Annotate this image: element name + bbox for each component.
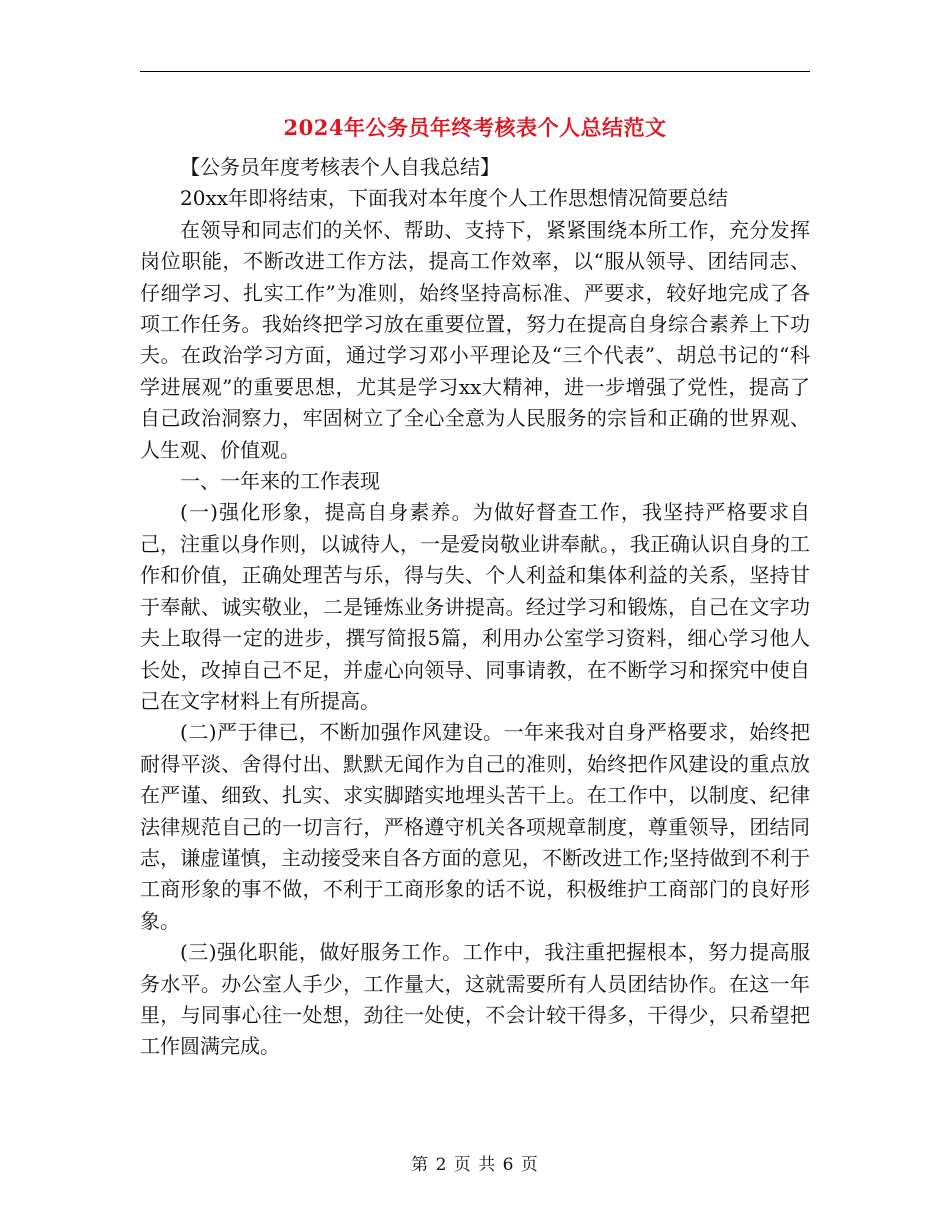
document-body [140,152,810,1063]
paragraph-heading-work-performance: 一、一年来的工作表现 [180,469,380,494]
paragraph-overview: 在领导和同志们的关怀、帮助、支持下，紧紧围绕本所工作，充分发挥岗位职能，不断改进工作方法，提高工作效率，以“服从领导、团结同志、仔细学习、扎实工作”为准则，始终坚持高标准、严要求，较好地完成了各项工作任务。我始终把学习放在重要位置，努力在提高自身综合素养上下功夫。在政治学习方面，通过学习邓小平理论及“三个代表”、胡总书记的“科学进展观”的重要思想，尤其是学习xx大精神，进一步增强了党性，提高了自己政治洞察力，牢固树立了全心全意为人民服务的宗旨和正确的世界观、人生观、价值观。 [140,217,810,462]
paragraph-item-2: (二)严于律已，不断加强作风建设。一年来我对自身严格要求，始终把耐得平淡、舍得付出、默默无闻作为自己的准则，始终把作风建设的重点放在严谨、细致、扎实、求实脚踏实地埋头苦干上。在工作中，以制度、纪律法律规范自己的一切言行，严格遵守机关各项规章制度，尊重领导，团结同志，谦虚谨慎，主动接受来自各方面的意见，不断改进工作;坚持做到不利于工商形象的事不做，不利于工商形象的话不说，积极维护工商部门的良好形象。 [140,720,810,933]
paragraph-section-heading: 【公务员年度考核表个人自我总结】 [180,155,500,179]
paragraph-item-1: (一)强化形象，提高自身素养。为做好督查工作，我坚持严格要求自己，注重以身作则，以诚待人，一是爱岗敬业讲奉献。，我正确认识自身的工作和价值，正确处理苦与乐，得与失、个人利益和集体利益的关系，坚持甘于奉献、诚实敬业，二是锤炼业务讲提高。经过学习和锻炼，自己在文字功夫上取得一定的进步，撰写简报5篇，利用办公室学习资料，细心学习他人长处，改掉自己不足，并虚心向领导、同事请教，在不断学习和探究中使自己在文字材料上有所提高。 [140,500,810,713]
paragraph-item-3: (三)强化职能，做好服务工作。工作中，我注重把握根本，努力提高服务水平。办公室人手少，工作量大，这就需要所有人员团结协作。在这一年里，与同事心往一处想，劲往一处使，不会计较干得多，干得少，只希望把工作圆满完成。 [140,940,810,1059]
document-title: 2024年公务员年终考核表个人总结范文 [283,115,667,140]
header-rule [140,71,810,72]
paragraph-intro: 20xx年即将结束，下面我对本年度个人工作思想情况简要总结 [180,186,729,211]
page-number: 第 2 页 共 6 页 [411,1155,539,1175]
